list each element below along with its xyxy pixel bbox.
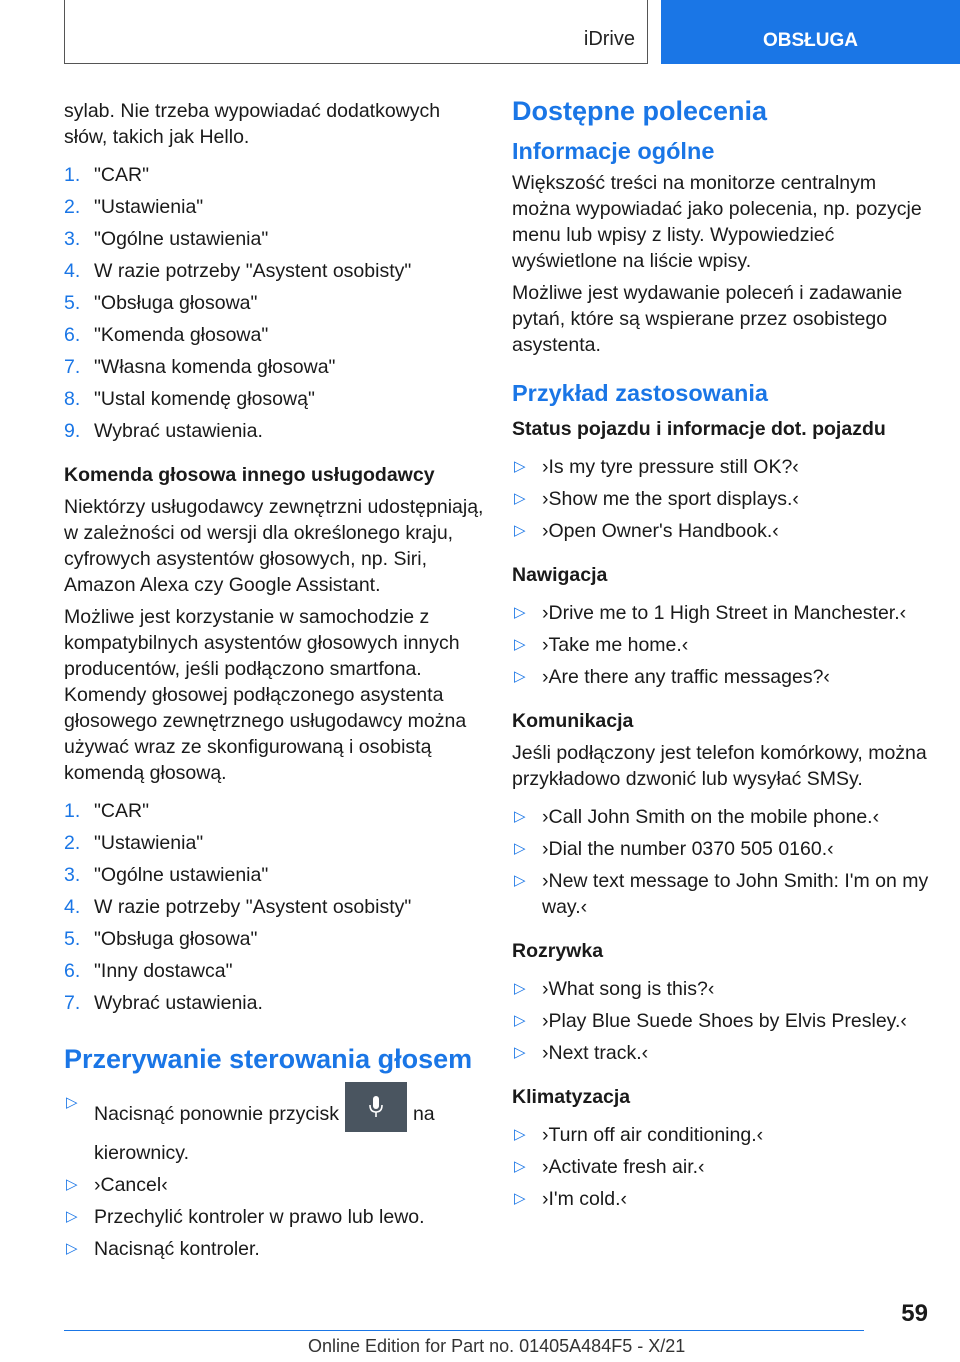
step-number: 5. [64, 928, 81, 950]
left-column [64, 98, 484, 1276]
right-column [512, 98, 932, 1226]
command-text: ›Dial the number 0370 505 0160.‹ [542, 838, 834, 860]
command-text: ›What song is this?‹ [542, 978, 715, 1000]
command-list [512, 804, 932, 920]
step-number: 3. [64, 228, 81, 250]
step-number: 7. [64, 992, 81, 1014]
step-text: W razie potrzeby "Asystent osobisty" [94, 896, 412, 918]
list-item [64, 162, 484, 188]
command-list [512, 1122, 932, 1212]
command-text: ›Activate fresh air.‹ [542, 1156, 705, 1178]
triangle-right-icon: ▷ [514, 458, 526, 475]
command-list [512, 454, 932, 544]
list-item [64, 926, 484, 952]
step-text: Wybrać ustawienia. [94, 420, 263, 442]
command-text: ›Turn off air conditioning.‹ [542, 1124, 764, 1146]
command-text: ›Drive me to 1 High Street in Manchester.‹ [542, 602, 907, 624]
microphone-icon [369, 1096, 383, 1118]
command-text: ›Next track.‹ [542, 1042, 649, 1064]
list-item [512, 804, 932, 830]
command-list [512, 976, 932, 1066]
step-number: 1. [64, 164, 81, 186]
steps-list-1 [64, 162, 484, 444]
step-number: 5. [64, 292, 81, 314]
triangle-right-icon: ▷ [66, 1208, 78, 1225]
command-text: ›Open Owner's Handbook.‹ [542, 520, 779, 542]
group-heading: Status pojazdu i informacje dot. pojazdu [512, 418, 886, 440]
list-item [64, 322, 484, 348]
list-item [64, 798, 484, 824]
triangle-right-icon: ▷ [514, 668, 526, 685]
group-heading: Komunikacja [512, 710, 634, 732]
interrupt-item-text-a: Nacisnąć ponownie przycisk [94, 1103, 339, 1126]
list-item [512, 454, 932, 480]
triangle-right-icon: ▷ [514, 1044, 526, 1061]
command-text: ›Is my tyre pressure still OK?‹ [542, 456, 799, 478]
step-number: 6. [64, 960, 81, 982]
group-heading: Klimatyzacja [512, 1086, 631, 1108]
step-text: "Ogólne ustawienia" [94, 228, 269, 250]
triangle-right-icon: ▷ [514, 808, 526, 825]
command-groups [512, 416, 932, 1212]
list-item [512, 976, 932, 1002]
command-text: ›Are there any traffic messages?‹ [542, 666, 830, 688]
list-item [64, 290, 484, 316]
list-item [512, 518, 932, 544]
list-item [64, 418, 484, 444]
list-item [64, 862, 484, 888]
list-item [64, 226, 484, 252]
paragraph-third-party-2: Możliwe jest korzystanie w samochodzie z kompatybilnych asystentów głosowych innych producentów, jeśli podłączono smartfona. Komendy głosowej podłączonego asystenta głosowego zewnętrznego usługodawcy można używać wraz ze skonfigurowaną i osobistą komendą głosową. [64, 606, 467, 784]
list-item [64, 194, 484, 220]
header-tab-obsluga[interactable]: OBSŁUGA [661, 0, 960, 64]
list-item [512, 1186, 932, 1212]
triangle-right-icon: ▷ [514, 1158, 526, 1175]
triangle-right-icon: ▷ [66, 1240, 78, 1257]
list-item [512, 632, 932, 658]
list-item [512, 1154, 932, 1180]
page-number: 59 [901, 1300, 928, 1327]
list-item [512, 600, 932, 626]
list-item [512, 1008, 932, 1034]
group-heading: Nawigacja [512, 564, 608, 586]
triangle-right-icon: ▷ [66, 1094, 78, 1111]
list-item [512, 1122, 932, 1148]
list-item [512, 486, 932, 512]
list-item [64, 386, 484, 412]
footer-edition: Online Edition for Part no. 01405A484F5 - X/21 [308, 1336, 686, 1356]
step-number: 7. [64, 356, 81, 378]
sub-heading-third-party: Komenda głosowa innego usługodawcy [64, 464, 435, 486]
triangle-right-icon: ▷ [514, 1126, 526, 1143]
step-number: 4. [64, 896, 81, 918]
step-number: 8. [64, 388, 81, 410]
list-item [64, 1090, 484, 1166]
triangle-right-icon: ▷ [514, 1190, 526, 1207]
interrupt-item-text: Przechylić kontroler w prawo lub lewo. [94, 1206, 425, 1228]
list-item [512, 868, 932, 920]
step-number: 9. [64, 420, 81, 442]
step-text: "Komenda głosowa" [94, 324, 269, 346]
general-paragraph-1: Większość treści na monitorze centralnym można wypowiadać jako polecenia, np. pozycje menu lub wpisy z listy. Wypowiedzieć wyświetlone na liście wpisy. [512, 172, 922, 272]
interrupt-list [64, 1090, 484, 1262]
section-title-commands: Dostępne polecenia [512, 96, 768, 126]
list-item [64, 894, 484, 920]
command-text: ›Play Blue Suede Shoes by Elvis Presley.‹ [542, 1010, 907, 1032]
step-text: "Obsługa głosowa" [94, 292, 258, 314]
step-text: "Inny dostawca" [94, 960, 233, 982]
triangle-right-icon: ▷ [514, 604, 526, 621]
step-text: "Własna komenda głosowa" [94, 356, 336, 378]
list-item [64, 958, 484, 984]
command-text: ›Show me the sport displays.‹ [542, 488, 799, 510]
command-text: ›Take me home.‹ [542, 634, 689, 656]
step-number: 2. [64, 832, 81, 854]
list-item [512, 664, 932, 690]
command-text: ›New text message to John Smith: I'm on my way.‹ [542, 870, 929, 918]
step-number: 4. [64, 260, 81, 282]
command-text: ›I'm cold.‹ [542, 1188, 627, 1210]
step-text: "CAR" [94, 800, 150, 822]
step-text: "Ustal komendę głosową" [94, 388, 315, 410]
list-item [512, 1040, 932, 1066]
list-item [64, 1172, 484, 1198]
step-number: 3. [64, 864, 81, 886]
step-text: "CAR" [94, 164, 150, 186]
header-frame [64, 0, 648, 64]
interrupt-item-text: ›Cancel‹ [94, 1174, 168, 1196]
list-item [64, 1204, 484, 1230]
footer-divider [64, 1330, 864, 1331]
triangle-right-icon: ▷ [514, 490, 526, 507]
command-text: ›Call John Smith on the mobile phone.‹ [542, 806, 880, 828]
triangle-right-icon: ▷ [514, 980, 526, 997]
step-text: W razie potrzeby "Asystent osobisty" [94, 260, 412, 282]
intro-paragraph: sylab. Nie trzeba wypowiadać dodatkowych słów, takich jak Hello. [64, 100, 441, 148]
sub-title-example: Przykład zastosowania [512, 380, 768, 406]
sub-title-general: Informacje ogólne [512, 138, 715, 164]
list-item [64, 354, 484, 380]
group-heading: Rozrywka [512, 940, 604, 962]
list-item [64, 990, 484, 1016]
step-number: 6. [64, 324, 81, 346]
triangle-right-icon: ▷ [514, 522, 526, 539]
header-section-label: iDrive [583, 28, 635, 50]
list-item [64, 258, 484, 284]
triangle-right-icon: ▷ [514, 840, 526, 857]
step-number: 1. [64, 800, 81, 822]
step-text: "Ogólne ustawienia" [94, 864, 269, 886]
step-text: "Obsługa głosowa" [94, 928, 258, 950]
steps-list-2 [64, 798, 484, 1016]
group-text: Jeśli podłączony jest telefon komórkowy, można przykładowo dzwonić lub wysyłać SMSy. [512, 742, 927, 790]
step-text: "Ustawienia" [94, 832, 204, 854]
triangle-right-icon: ▷ [514, 636, 526, 653]
command-list [512, 600, 932, 690]
list-item [64, 1236, 484, 1262]
section-title-interrupt: Przerywanie sterowania głosem [64, 1044, 473, 1074]
list-item [64, 830, 484, 856]
step-text: Wybrać ustawienia. [94, 992, 263, 1014]
triangle-right-icon: ▷ [514, 1012, 526, 1029]
triangle-right-icon: ▷ [66, 1176, 78, 1193]
triangle-right-icon: ▷ [514, 872, 526, 889]
general-paragraph-2: Możliwe jest wydawanie poleceń i zadawanie pytań, które są wspierane przez osobistego asystenta. [512, 282, 903, 356]
microphone-button-icon [345, 1082, 407, 1132]
paragraph-third-party-1: Niektórzy usługodawcy zewnętrzni udostępniają, w zależności od wersji dla określonego kraju, cyfrowych asystentów głosowych, np. Siri, Amazon Alexa czy Google Assistant. [64, 496, 484, 596]
interrupt-item-text: Nacisnąć kontroler. [94, 1238, 260, 1260]
step-number: 2. [64, 196, 81, 218]
interrupt-item-text-b: na kierownicy. [94, 1103, 435, 1164]
list-item [512, 836, 932, 862]
step-text: "Ustawienia" [94, 196, 204, 218]
